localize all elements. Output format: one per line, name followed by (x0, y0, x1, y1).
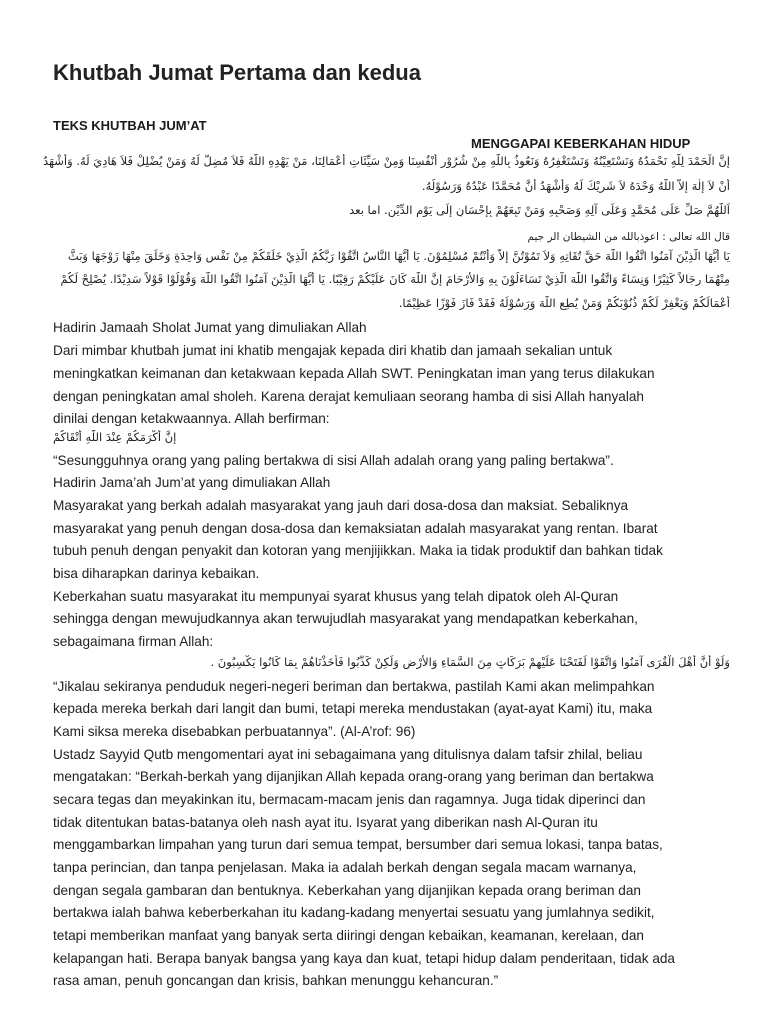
arabic-verse-al-araf: وَلَوْ أَنَّ أَهْلَ الْقُرَى آمَنُوا وَاتَّقَوْا لَفَتَحْنَا عَلَيْهِمْ بَرَكَاتٍ مِنَ السَّمَاءِ وَالأَرْضِ وَلَكِنْ كَذَّبُوا فَأَخَذْنَاهُمْ بِمَا كَانُوا يَكْسِبُونَ . (210, 655, 730, 669)
text-line: Keberkahan suatu masyarakat itu mempunyai syarat khusus yang telah dipatok oleh Al-Quran (53, 589, 619, 604)
sub-heading: MENGGAPAI KEBERKAHAN HIDUP (471, 136, 691, 151)
arabic-line-4: قال الله تعالى : اعوذبالله من الشيطان الر جيم (527, 231, 730, 243)
arabic-line-5: يَا أَيُّهَا الَّذِيْنَ آمَنُوا اتَّقُوا اللّٰهَ حَقَّ تُقَاتِهِ وَلاَ تَمُوْتُنَّ إِلاَّ وَأَنْتُمْ مُسْلِمُوْنَ. يَا أَيُّهَا النَّاسُ اتَّقُوْا رَبَّكُمُ الَّذِيْ خَلَقَكُمْ مِنْ نَفْسٍ وَاحِدَةٍ وَخَلَقَ مِنْهَا زَوْجَهَا وَبَثَّ (67, 249, 730, 263)
text-line: tubuh penuh dengan penyakit dan kotoran yang menjijikkan. Maka ia tidak produktif dan bahkan tidak (53, 543, 663, 558)
arabic-line-6: مِنْهُمَا رِجَالاً كَثِيْرًا وَنِسَاءً وَاتَّقُوا اللّٰهَ الَّذِيْ تَسَاءَلُوْنَ بِهِ وَالأَرْحَامَ إِنَّ اللّٰهَ كَانَ عَلَيْكُمْ رَقِيْبًا. يَا أَيُّهَا الَّذِيْنَ آمَنُوا اتَّقُوا اللّٰهَ وَقُوْلُوْا قَوْلاً سَدِيْدًا. يُصْلِحْ لَكُمْ (60, 272, 730, 286)
text-line: secara tegas dan meyakinkan itu, bermacam-macam jenis dan ragamnya. Juga tidak diperinci dan (53, 792, 646, 807)
text-line: kepada mereka berkah dari langit dan bumi, tetapi mereka mendustakan (ayat-ayat Kami) itu, maka (53, 701, 653, 716)
text-line: “Sesungguhnya orang yang paling bertakwa di sisi Allah adalah orang yang paling bertakwa”. (53, 453, 614, 468)
arabic-line-3: اَللّٰهُمَّ صَلِّ عَلَى مُحَمَّدٍ وَعَلَى آلِهِ وَصَحْبِهِ وَمَنْ تَبِعَهُمْ بِإِحْسَانٍ إِلَى يَوْمِ الدِّيْنِ. اما بعد (349, 203, 730, 217)
text-line: sehingga dengan mewujudkannya akan terwujudlah masyarakat yang mendapatkan keberkahan, (53, 611, 638, 626)
text-line: Dari mimbar khutbah jumat ini khatib mengajak kepada diri khatib dan jamaah sekalian untuk (53, 343, 613, 358)
arabic-line-7: أَعْمَالَكُمْ وَيَغْفِرْ لَكُمْ ذُنُوْبَكُمْ وَمَنْ يُطِعِ اللّٰهَ وَرَسُوْلَهُ فَقَدْ فَازَ فَوْزًا عَظِيْمًا. (398, 296, 730, 310)
text-line: Hadirin Jama’ah Jum’at yang dimuliakan Allah (53, 475, 331, 490)
text-line: “Jikalau sekiranya penduduk negeri-negeri beriman dan bertakwa, pastilah Kami akan melimpahkan (53, 679, 655, 694)
text-line: dengan peningkatan amal sholeh. Karena derajat kemuliaan seorang hamba di sisi Allah hanyalah (53, 389, 644, 404)
arabic-line-1: إِنَّ الْحَمْدَ لِلّٰهِ نَحْمَدُهُ وَنَسْتَعِيْنُهُ وَنَسْتَغْفِرُهُ وَنَعُوذُ بِاللّٰهِ مِنْ شُرُوْرِ أَنْفُسِنَا وَمِنْ سَيِّئَاتِ أَعْمَالِنَا، مَنْ يَهْدِهِ اللّٰهُ فَلاَ مُضِلَّ لَهُ وَمَنْ يُضْلِلْ فَلاَ هَادِيَ لَهُ. وَأَشْهَدُ (42, 154, 730, 168)
text-line: sebagaimana firman Allah: (53, 634, 214, 649)
text-line: tidak ditentukan batas-batanya oleh nash ayat itu. Isyarat yang diberikan nash Al-Quran itu (53, 815, 598, 830)
text-line: kelapangan hati. Berapa banyak bangsa yang kaya dan kuat, tetapi hidup dalam penderitaan, tidak ada (53, 951, 675, 966)
text-line: menggambarkan limpahan yang turun dari semua tempat, bersumber dari semua lokasi, tanpa batas, (53, 837, 663, 852)
text-line: Ustadz Sayyid Qutb mengomentari ayat ini sebagaimana yang ditulisnya dalam tafsir zhilal, beliau (53, 747, 643, 762)
text-line: tanpa perincian, dan tanpa penjelasan. Maka ia adalah berkah dengan segala macam warnanya, (53, 860, 637, 875)
arabic-line-2: أَنْ لاَ إِلٰهَ إِلاَّ اللّٰهُ وَحْدَهُ لاَ شَرِيْكَ لَهُ وَأَشْهَدُ أَنَّ مُحَمَّدًا عَبْدُهُ وَرَسُوْلُهُ. (421, 179, 730, 193)
text-line: tetapi memberikan manfaat yang banyak serta diiringi dengan kebaikan, keamanan, kerelaan, dan (53, 928, 644, 943)
text-line: rasa aman, penuh goncangan dan krisis, bahkan menunggu kehancuran.” (53, 973, 499, 988)
text-line: Hadirin Jamaah Sholat Jumat yang dimuliakan Allah (53, 320, 367, 335)
section-heading: TEKS KHUTBAH JUM’AT (53, 118, 207, 133)
text-line: bisa diharapkan darinya kebaikan. (53, 566, 260, 581)
arabic-verse-takwa: إِنَّ أَكْرَمَكُمْ عِنْدَ اللّٰهِ أَتْقَاكُمْ (53, 430, 177, 444)
text-line: Kami siksa mereka disebabkan perbuatannya”. (Al-A’rof: 96) (53, 724, 416, 739)
text-line: meningkatkan keimanan dan ketakwaan kepada Allah SWT. Peningkatan iman yang terus dilakukan (53, 366, 655, 381)
text-line: mengatakan: “Berkah-berkah yang dijanjikan Allah kepada orang-orang yang beriman dan bertakwa (53, 769, 654, 784)
document-title: Khutbah Jumat Pertama dan kedua (53, 60, 421, 85)
text-line: dengan segala gambaran dan bentuknya. Keberkahan yang dijanjikan kepada orang beriman dan (53, 883, 641, 898)
text-line: Masyarakat yang berkah adalah masyarakat yang jauh dari dosa-dosa dan maksiat. Sebaliknya (53, 498, 629, 513)
text-line: masyarakat yang penuh dengan dosa-dosa dan kemaksiatan adalah masyarakat yang rentan. Ibarat (53, 521, 658, 536)
text-line: dinilai dengan ketakwaannya. Allah berfirman: (53, 411, 330, 426)
text-line: bertakwa ialah bahwa keberberkahan itu kadang-kadang menyertai sesuatu yang jumlahnya sedikit, (53, 905, 655, 920)
